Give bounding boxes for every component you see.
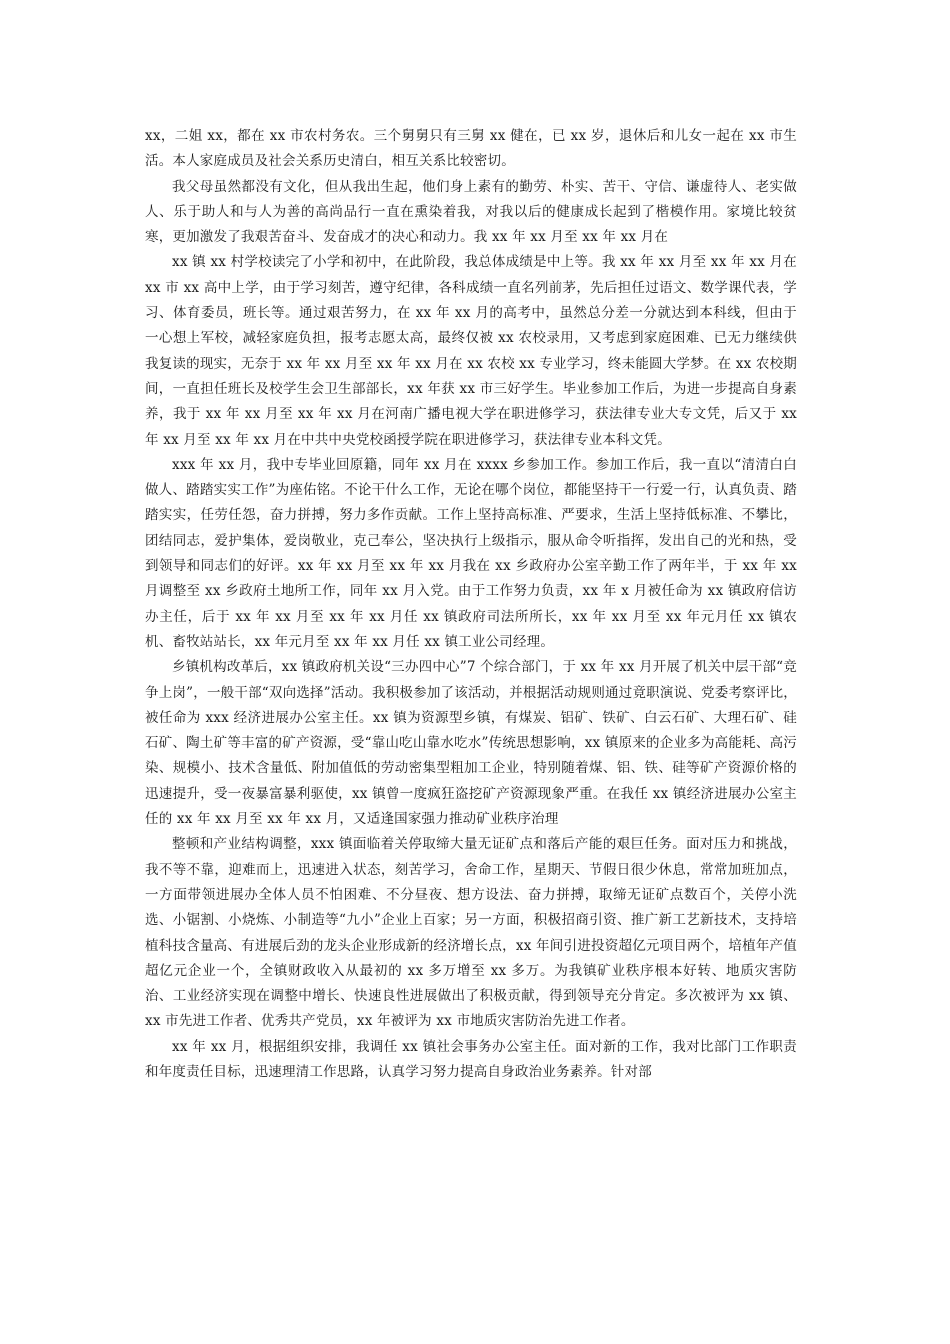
document-page (145, 124, 797, 1085)
paragraph-5: 乡镇机构改革后，xx 镇政府机关设“三办四中心”7 个综合部门，于 xx 年 xx 月开展了机关中层干部“竞争上岗”，一般干部“双向选择”活动。我积极参加了该活动，并根据活动规则通过竟职演说、党委考察评比，被任命为 xxx 经济进展办公室主任。xx 镇为资源型乡镇，有煤炭、铝矿、铁矿、白云石矿、大理石矿、硅石矿、陶土矿等丰富的矿产资源，受“靠山吃山靠水吃水”传统思想影响，xx 镇原来的企业多为高能耗、高污染、规模小、技术含量低、附加值低的劳动密集型粗加工企业，特别随着煤、铝、铁、硅等矿产资源价格的迅速提升，受一夜暴富暴利驱使，xx 镇曾一度疯狂盗挖矿产资源现象严重。在我任 xx 镇经济进展办公室主任的 xx 年 xx 月至 xx 年 xx 月，又适逢国家强力推动矿业秩序治理 (145, 659, 797, 828)
paragraph-6: 整顿和产业结构调整，xxx 镇面临着关停取缔大量无证矿点和落后产能的艰巨任务。面对压力和挑战，我不等不靠，迎难而上，迅速进入状态，刻苦学习，舍命工作，星期天、节假日很少休息，常常加班加点，一方面带领进展办全体人员不怕困难、不分昼夜、想方设法、奋力拼搏，取缔无证矿点数百个，关停小洗选、小锯割、小烧炼、小制造等“九小”企业上百家；另一方面，积极招商引资、推广新工艺新技术，支持培植科技含量高、有进展后劲的龙头企业形成新的经济增长点，xx 年间引进投资超亿元项目两个，培植年产值超亿元企业一个，全镇财政收入从最初的 xx 多万增至 xx 多万。为我镇矿业秩序根本好转、地质灾害防治、工业经济实现在调整中增长、快速良性进展做出了积极贡献，得到领导充分肯定。多次被评为 xx 镇、xx 市先进工作者、优秀共产党员，xx 年被评为 xx 市地质灾害防治先进工作者。 (145, 836, 797, 1030)
paragraph-1: xx，二姐 xx，都在 xx 市农村务农。三个舅舅只有三舅 xx 健在，已 xx 岁，退休后和儿女一起在 xx 市生活。本人家庭成员及社会关系历史清白，相互关系比较密切。 (145, 128, 797, 170)
paragraph-7: xx 年 xx 月，根据组织安排，我调任 xx 镇社会事务办公室主任。面对新的工作，我对比部门工作职责和年度责任目标，迅速理清工作思路，认真学习努力提高自身政治业务素养。针对部 (145, 1038, 797, 1080)
paragraph-4: xxx 年 xx 月，我中专毕业回原籍，同年 xx 月在 xxxx 乡参加工作。参加工作后，我一直以“清清白白做人、踏踏实实工作”为座佑铭。不论干什么工作，无论在哪个岗位，都能坚持干一行爱一行，认真负责、踏踏实实，任劳任怨，奋力拼搏，努力多作贡献。工作上坚持高标准、严要求，生活上坚持低标准、不攀比，团结同志，爱护集体，爱岗敬业，克己奉公，坚决执行上级指示，服从命令听指挥，发出自己的光和热，受到领导和同志们的好评。xx 年 xx 月至 xx 年 xx 月我在 xx 乡政府办公室辛勤工作了两年半，于 xx 年 xx 月调整至 xx 乡政府土地所工作，同年 xx 月入党。由于工作努力负责，xx 年 x 月被任命为 xx 镇政府信访办主任，后于 xx 年 xx 月至 xx 年 xx 月任 xx 镇政府司法所所长，xx 年 xx 月至 xx 年元月任 xx 镇农机、畜牧站站长，xx 年元月至 xx 年 xx 月任 xx 镇工业公司经理。 (145, 456, 797, 650)
paragraph-2: 我父母虽然都没有文化，但从我出生起，他们身上素有的勤劳、朴实、苦干、守信、谦虚待人、老实做人、乐于助人和与人为善的高尚品行一直在熏染着我，对我以后的健康成长起到了楷模作用。家境比较贫寒，更加激发了我艰苦奋斗、发奋成才的决心和动力。我 xx 年 xx 月至 xx 年 xx 月在 (145, 178, 797, 246)
paragraph-3: xx 镇 xx 村学校读完了小学和初中，在此阶段，我总体成绩是中上等。我 xx 年 xx 月至 xx 年 xx 月在 xx 市 xx 高中上学，由于学习刻苦，遵守纪律，各科成绩一直名列前茅，先后担任过语文、数学课代表，学习、体育委员，班长等。通过艰苦努力，在 xx 年 xx 月的高考中，虽然总分差一分就达到本科线，但由于一心想上军校，减轻家庭负担，报考志愿太高，最终仅被 xx 农校录用，又考虑到家庭困难、已无力继续供我复读的现实，无奈于 xx 年 xx 月至 xx 年 xx 月在 xx 农校 xx 专业学习，终未能圆大学梦。在 xx 农校期间，一直担任班长及校学生会卫生部部长，xx 年获 xx 市三好学生。毕业参加工作后，为进一步提高自身素养，我于 xx 年 xx 月至 xx 年 xx 月在河南广播电视大学在职进修学习，获法律专业大专文凭，后又于 xx 年 xx 月至 xx 年 xx 月在中共中央党校函授学院在职进修学习，获法律专业本科文凭。 (145, 254, 797, 448)
